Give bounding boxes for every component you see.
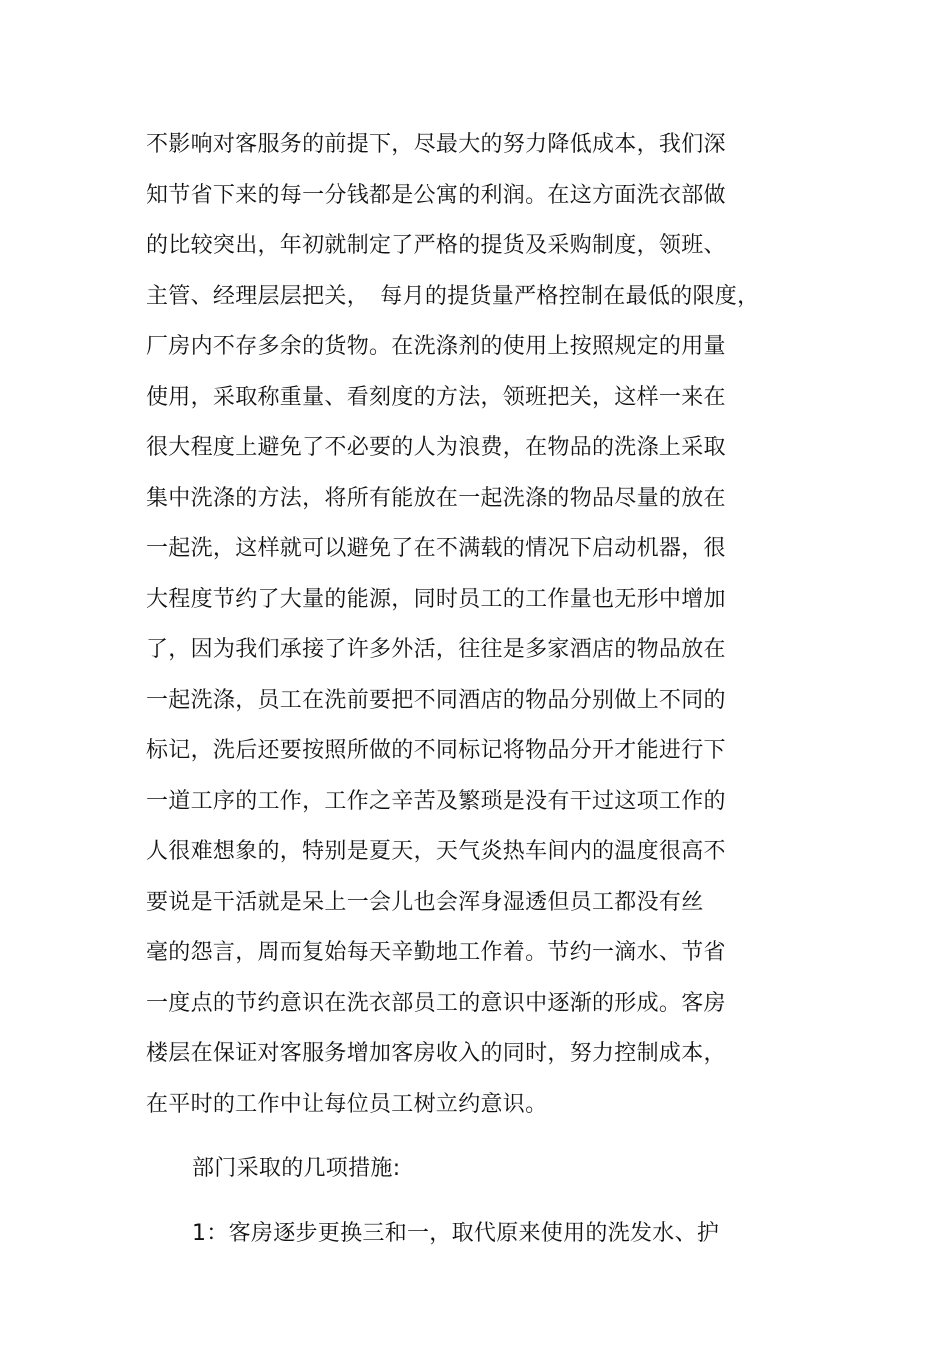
paragraph-gap [146,1130,786,1144]
paragraph-line-15: 人很难想象的，特别是夏天，天气炎热车间内的温度很高不 [146,839,726,864]
paragraph-line-19: 楼层在保证对客服务增加客房收入的同时，努力控制成本， [146,1041,726,1066]
paragraph-line-16: 要说是干活就是呆上一会儿也会浑身湿透但员工都没有丝 [146,889,704,915]
paragraph-line-5: 厂房内不存多余的货物。在洗涤剂的使用上按照规定的用量 [146,334,726,359]
paragraph-line-1: 不影响对客服务的前提下，尽最大的努力降低成本，我们深 [146,132,726,157]
list-item-1: 1：客房逐步更换三和一，取代原来使用的洗发水、护 [192,1220,720,1246]
paragraph-line-4: 主管、经理层层把关， 每月的提货量严格控制在最低的限度， [146,283,760,309]
paragraph-line-6: 使用，采取称重量、看刻度的方法，领班把关，这样一来在 [146,384,726,410]
paragraph-gap [146,1195,786,1209]
paragraph-line-20: 在平时的工作中让每位员工树立约意识。 [146,1091,548,1117]
paragraph-line-12: 一起洗涤，员工在洗前要把不同酒店的物品分别做上不同的 [146,687,726,713]
paragraph-line-18: 一度点的节约意识在洗衣部员工的意识中逐渐的形成。客房 [146,990,726,1016]
paragraph-line-7: 很大程度上避免了不必要的人为浪费，在物品的洗涤上采取 [146,435,726,460]
paragraph-line-3: 的比较突出，年初就制定了严格的提货及采购制度，领班、 [146,233,726,258]
paragraph-line-14: 一道工序的工作，工作之辛苦及繁琐是没有干过这项工作的 [146,788,726,814]
paragraph-line-2: 知节省下来的每一分钱都是公寓的利润。在这方面洗衣部做 [146,182,726,208]
paragraph-line-8: 集中洗涤的方法，将所有能放在一起洗涤的物品尽量的放在 [146,485,726,511]
section-heading: 部门采取的几项措施: [192,1156,401,1181]
body-text [146,120,786,1259]
paragraph-line-9: 一起洗，这样就可以避免了在不满载的情况下启动机器，很 [146,536,726,561]
paragraph-line-11: 了，因为我们承接了许多外活，往往是多家酒店的物品放在 [146,637,726,662]
paragraph-line-13: 标记，洗后还要按照所做的不同标记将物品分开才能进行下 [146,738,726,763]
paragraph-line-10: 大程度节约了大量的能源，同时员工的工作量也无形中增加 [146,586,726,612]
paragraph-line-17: 毫的怨言，周而复始每天辛勤地工作着。节约一滴水、节省 [146,940,726,965]
